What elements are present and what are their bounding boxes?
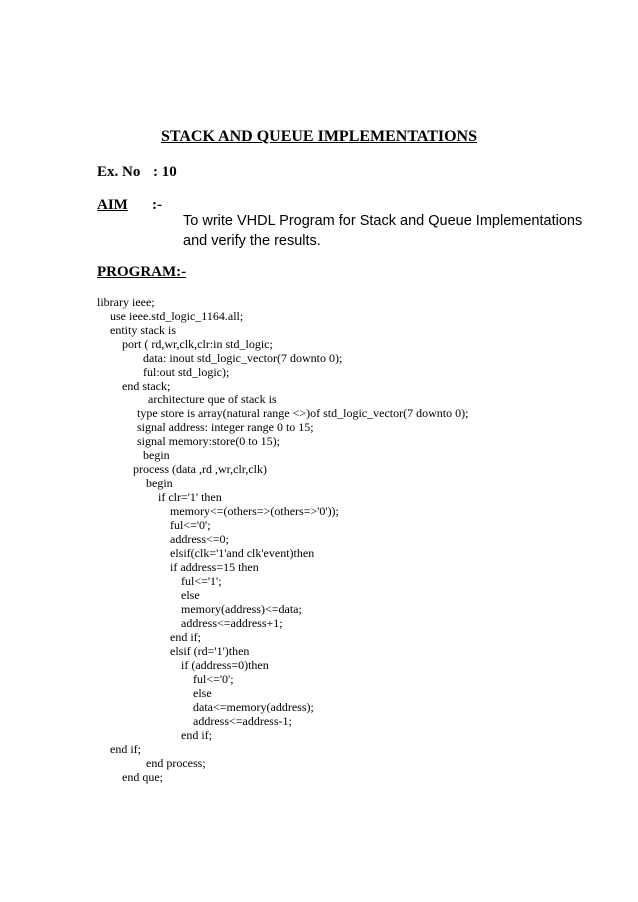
code-line: entity stack is — [110, 323, 176, 337]
exercise-number-label: Ex. No — [97, 164, 141, 180]
code-line: begin — [143, 448, 170, 462]
code-line: ful<='0'; — [193, 672, 234, 686]
code-line: end if; — [110, 742, 141, 756]
code-line: port ( rd,wr,clk,clr:in std_logic; — [122, 337, 273, 351]
code-line: else — [193, 686, 212, 700]
code-line: address<=address-1; — [193, 714, 292, 728]
code-line: end stack; — [122, 379, 171, 393]
code-line: data: inout std_logic_vector(7 downto 0); — [143, 351, 343, 365]
code-line: ful<='0'; — [170, 518, 211, 532]
code-line: if clr='1' then — [158, 490, 222, 504]
code-line: end que; — [122, 770, 163, 784]
aim-colon: :- — [152, 197, 162, 213]
code-line: end process; — [146, 756, 206, 770]
code-line: end if; — [181, 728, 212, 742]
code-line: ful:out std_logic); — [143, 365, 230, 379]
code-line: memory(address)<=data; — [181, 602, 302, 616]
code-line: address<=address+1; — [181, 616, 283, 630]
aim-label: AIM — [97, 197, 128, 213]
code-line: elsif(clk='1'and clk'event)then — [170, 546, 315, 560]
aim-text-line: and verify the results. — [183, 233, 321, 249]
code-line: address<=0; — [170, 532, 229, 546]
code-line: if (address=0)then — [181, 658, 269, 672]
code-line: use ieee.std_logic_1164.all; — [110, 309, 244, 323]
code-line: data<=memory(address); — [193, 700, 314, 714]
code-line: signal address: integer range 0 to 15; — [137, 420, 314, 434]
code-line: process (data ,rd ,wr,clr,clk) — [133, 462, 267, 476]
code-line: architecture que of stack is — [148, 392, 277, 406]
code-line: memory<=(others=>(others=>'0')); — [170, 504, 339, 518]
program-label: PROGRAM:- — [97, 264, 187, 280]
code-line: end if; — [170, 630, 201, 644]
code-line: elsif (rd='1')then — [170, 644, 250, 658]
code-line: library ieee; — [97, 295, 155, 309]
code-line: signal memory:store(0 to 15); — [137, 434, 280, 448]
code-line: else — [181, 588, 200, 602]
code-line: ful<='1'; — [181, 574, 222, 588]
code-line: begin — [146, 476, 173, 490]
exercise-number-value: : 10 — [153, 164, 177, 180]
code-line: if address=15 then — [170, 560, 259, 574]
code-line: type store is array(natural range <>)of std_logic_vector(7 downto 0); — [137, 406, 469, 420]
page-title: STACK AND QUEUE IMPLEMENTATIONS — [160, 128, 478, 145]
aim-text-line: To write VHDL Program for Stack and Queue Implementations — [183, 213, 583, 229]
